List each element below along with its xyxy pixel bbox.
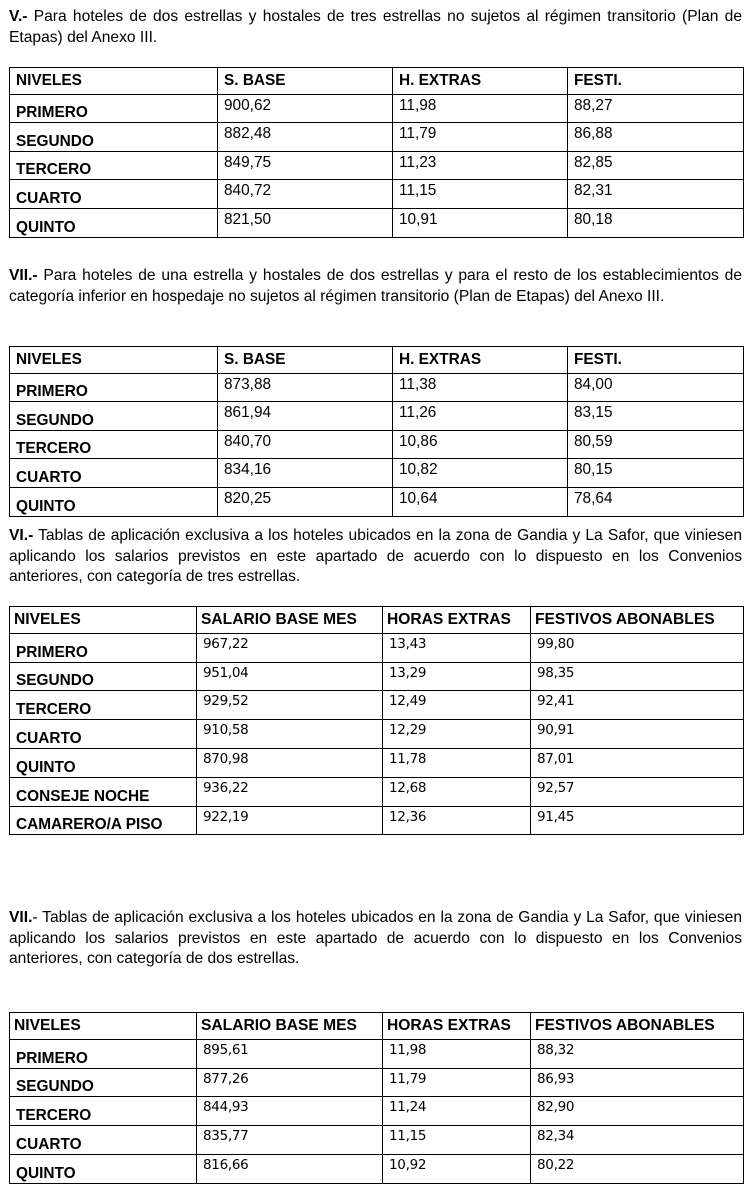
value-cell: 13,43 bbox=[383, 633, 531, 662]
table-row bbox=[10, 720, 744, 749]
value-cell: 900,62 bbox=[218, 94, 393, 123]
value-cell: 86,88 bbox=[568, 123, 744, 152]
value-cell: 11,79 bbox=[383, 1068, 531, 1097]
level-name-cell: PRIMERO bbox=[10, 1039, 197, 1068]
value-cell: 870,98 bbox=[197, 748, 383, 777]
value-cell: 820,25 bbox=[218, 487, 393, 516]
level-name-cell: PRIMERO bbox=[10, 633, 197, 662]
table-row bbox=[10, 662, 744, 691]
section-text: - Tablas de aplicación exclusiva a los hoteles ubicados en la zona de Gandia y La Safor, que viniesen aplicando los salarios previstos en este apartado de acuerdo con lo dispuesto en los Convenios anteriores, con categoría de dos estrellas. bbox=[9, 909, 742, 967]
section-vii-paragraph bbox=[9, 266, 742, 307]
value-cell: 10,92 bbox=[383, 1154, 531, 1183]
value-cell: 929,52 bbox=[197, 691, 383, 720]
salary-table-v bbox=[9, 67, 744, 238]
value-cell: 835,77 bbox=[197, 1126, 383, 1155]
value-cell: 11,23 bbox=[393, 151, 568, 180]
section-number: V.- bbox=[9, 8, 28, 25]
table-row bbox=[10, 748, 744, 777]
value-cell: 92,41 bbox=[531, 691, 744, 720]
column-header: SALARIO BASE MES bbox=[197, 607, 383, 634]
value-cell: 11,24 bbox=[383, 1097, 531, 1126]
column-header: S. BASE bbox=[218, 347, 393, 374]
column-header: FESTIVOS ABONABLES bbox=[531, 1013, 744, 1040]
table-row bbox=[10, 1039, 744, 1068]
section-number: VII. bbox=[9, 909, 33, 926]
table-row bbox=[10, 777, 744, 806]
level-name-cell: CUARTO bbox=[10, 1126, 197, 1155]
value-cell: 87,01 bbox=[531, 748, 744, 777]
column-header: NIVELES bbox=[10, 607, 197, 634]
level-name-cell: CUARTO bbox=[10, 459, 218, 488]
column-header: HORAS EXTRAS bbox=[383, 607, 531, 634]
level-name-cell: QUINTO bbox=[10, 208, 218, 237]
level-name-cell: TERCERO bbox=[10, 430, 218, 459]
table-row bbox=[10, 373, 744, 402]
value-cell: 849,75 bbox=[218, 151, 393, 180]
column-header: SALARIO BASE MES bbox=[197, 1013, 383, 1040]
section-v-paragraph bbox=[9, 7, 742, 48]
value-cell: 910,58 bbox=[197, 720, 383, 749]
value-cell: 12,36 bbox=[383, 806, 531, 835]
value-cell: 92,57 bbox=[531, 777, 744, 806]
value-cell: 80,59 bbox=[568, 430, 744, 459]
column-header: NIVELES bbox=[10, 347, 218, 374]
value-cell: 861,94 bbox=[218, 402, 393, 431]
value-cell: 83,15 bbox=[568, 402, 744, 431]
value-cell: 967,22 bbox=[197, 633, 383, 662]
value-cell: 12,49 bbox=[383, 691, 531, 720]
table-row bbox=[10, 123, 744, 152]
table-row bbox=[10, 1097, 744, 1126]
table-row bbox=[10, 459, 744, 488]
section-vii-gandia-paragraph bbox=[9, 908, 742, 970]
value-cell: 82,90 bbox=[531, 1097, 744, 1126]
column-header: FESTIVOS ABONABLES bbox=[531, 607, 744, 634]
value-cell: 877,26 bbox=[197, 1068, 383, 1097]
level-name-cell: CUARTO bbox=[10, 720, 197, 749]
value-cell: 873,88 bbox=[218, 373, 393, 402]
value-cell: 98,35 bbox=[531, 662, 744, 691]
value-cell: 91,45 bbox=[531, 806, 744, 835]
value-cell: 80,18 bbox=[568, 208, 744, 237]
value-cell: 936,22 bbox=[197, 777, 383, 806]
column-header: S. BASE bbox=[218, 68, 393, 95]
value-cell: 10,64 bbox=[393, 487, 568, 516]
column-header: H. EXTRAS bbox=[393, 68, 568, 95]
section-vi-paragraph bbox=[9, 526, 742, 588]
value-cell: 88,27 bbox=[568, 94, 744, 123]
value-cell: 99,80 bbox=[531, 633, 744, 662]
level-name-cell: SEGUNDO bbox=[10, 402, 218, 431]
level-name-cell: PRIMERO bbox=[10, 373, 218, 402]
value-cell: 11,26 bbox=[393, 402, 568, 431]
value-cell: 11,15 bbox=[383, 1126, 531, 1155]
level-name-cell: SEGUNDO bbox=[10, 662, 197, 691]
value-cell: 10,86 bbox=[393, 430, 568, 459]
salary-table-vi-gandia bbox=[9, 606, 744, 835]
level-name-cell: CUARTO bbox=[10, 180, 218, 209]
column-header: HORAS EXTRAS bbox=[383, 1013, 531, 1040]
value-cell: 11,98 bbox=[383, 1039, 531, 1068]
value-cell: 11,78 bbox=[383, 748, 531, 777]
value-cell: 10,91 bbox=[393, 208, 568, 237]
table-row bbox=[10, 633, 744, 662]
value-cell: 11,98 bbox=[393, 94, 568, 123]
column-header: NIVELES bbox=[10, 1013, 197, 1040]
column-header: FESTI. bbox=[568, 347, 744, 374]
level-name-cell: QUINTO bbox=[10, 1154, 197, 1183]
table-header-row bbox=[10, 68, 744, 95]
level-name-cell: CONSEJE NOCHE bbox=[10, 777, 197, 806]
value-cell: 11,79 bbox=[393, 123, 568, 152]
value-cell: 840,72 bbox=[218, 180, 393, 209]
value-cell: 12,68 bbox=[383, 777, 531, 806]
table-header-row bbox=[10, 1013, 744, 1040]
value-cell: 844,93 bbox=[197, 1097, 383, 1126]
level-name-cell: PRIMERO bbox=[10, 94, 218, 123]
value-cell: 78,64 bbox=[568, 487, 744, 516]
level-name-cell: QUINTO bbox=[10, 487, 218, 516]
table-row bbox=[10, 691, 744, 720]
value-cell: 816,66 bbox=[197, 1154, 383, 1183]
table-row bbox=[10, 806, 744, 835]
salary-table-vii-gandia bbox=[9, 1012, 744, 1184]
value-cell: 90,91 bbox=[531, 720, 744, 749]
value-cell: 13,29 bbox=[383, 662, 531, 691]
value-cell: 834,16 bbox=[218, 459, 393, 488]
level-name-cell: SEGUNDO bbox=[10, 1068, 197, 1097]
table-row bbox=[10, 1154, 744, 1183]
table-row bbox=[10, 208, 744, 237]
value-cell: 82,85 bbox=[568, 151, 744, 180]
table-row bbox=[10, 430, 744, 459]
value-cell: 88,32 bbox=[531, 1039, 744, 1068]
value-cell: 86,93 bbox=[531, 1068, 744, 1097]
value-cell: 882,48 bbox=[218, 123, 393, 152]
table-row bbox=[10, 94, 744, 123]
value-cell: 82,31 bbox=[568, 180, 744, 209]
value-cell: 80,15 bbox=[568, 459, 744, 488]
level-name-cell: QUINTO bbox=[10, 748, 197, 777]
table-row bbox=[10, 402, 744, 431]
value-cell: 80,22 bbox=[531, 1154, 744, 1183]
value-cell: 821,50 bbox=[218, 208, 393, 237]
table-row bbox=[10, 1126, 744, 1155]
section-text: Para hoteles de dos estrellas y hostales de tres estrellas no sujetos al régimen transitorio (Plan de Etapas) del Anexo III. bbox=[9, 8, 742, 46]
column-header: NIVELES bbox=[10, 68, 218, 95]
level-name-cell: TERCERO bbox=[10, 1097, 197, 1126]
level-name-cell: TERCERO bbox=[10, 151, 218, 180]
table-row bbox=[10, 151, 744, 180]
section-text: Para hoteles de una estrella y hostales de dos estrellas y para el resto de los establecimientos de categoría inferior en hospedaje no sujetos al régimen transitorio (Plan de Etapas) del Anexo III. bbox=[9, 267, 742, 305]
value-cell: 11,15 bbox=[393, 180, 568, 209]
value-cell: 895,61 bbox=[197, 1039, 383, 1068]
table-header-row bbox=[10, 607, 744, 634]
column-header: FESTI. bbox=[568, 68, 744, 95]
value-cell: 840,70 bbox=[218, 430, 393, 459]
level-name-cell: SEGUNDO bbox=[10, 123, 218, 152]
value-cell: 12,29 bbox=[383, 720, 531, 749]
table-row bbox=[10, 1068, 744, 1097]
value-cell: 10,82 bbox=[393, 459, 568, 488]
value-cell: 82,34 bbox=[531, 1126, 744, 1155]
section-number: VII.- bbox=[9, 267, 38, 284]
value-cell: 84,00 bbox=[568, 373, 744, 402]
salary-table-vii bbox=[9, 346, 744, 517]
value-cell: 951,04 bbox=[197, 662, 383, 691]
value-cell: 922,19 bbox=[197, 806, 383, 835]
section-number: VI.- bbox=[9, 527, 34, 544]
section-text: Tablas de aplicación exclusiva a los hoteles ubicados en la zona de Gandia y La Safor, que viniesen aplicando los salarios previstos en este apartado de acuerdo con lo dispuesto en los Convenios anteriores, con categoría de tres estrellas. bbox=[9, 527, 742, 585]
level-name-cell: CAMARERO/A PISO bbox=[10, 806, 197, 835]
column-header: H. EXTRAS bbox=[393, 347, 568, 374]
table-row bbox=[10, 487, 744, 516]
level-name-cell: TERCERO bbox=[10, 691, 197, 720]
table-header-row bbox=[10, 347, 744, 374]
value-cell: 11,38 bbox=[393, 373, 568, 402]
table-row bbox=[10, 180, 744, 209]
